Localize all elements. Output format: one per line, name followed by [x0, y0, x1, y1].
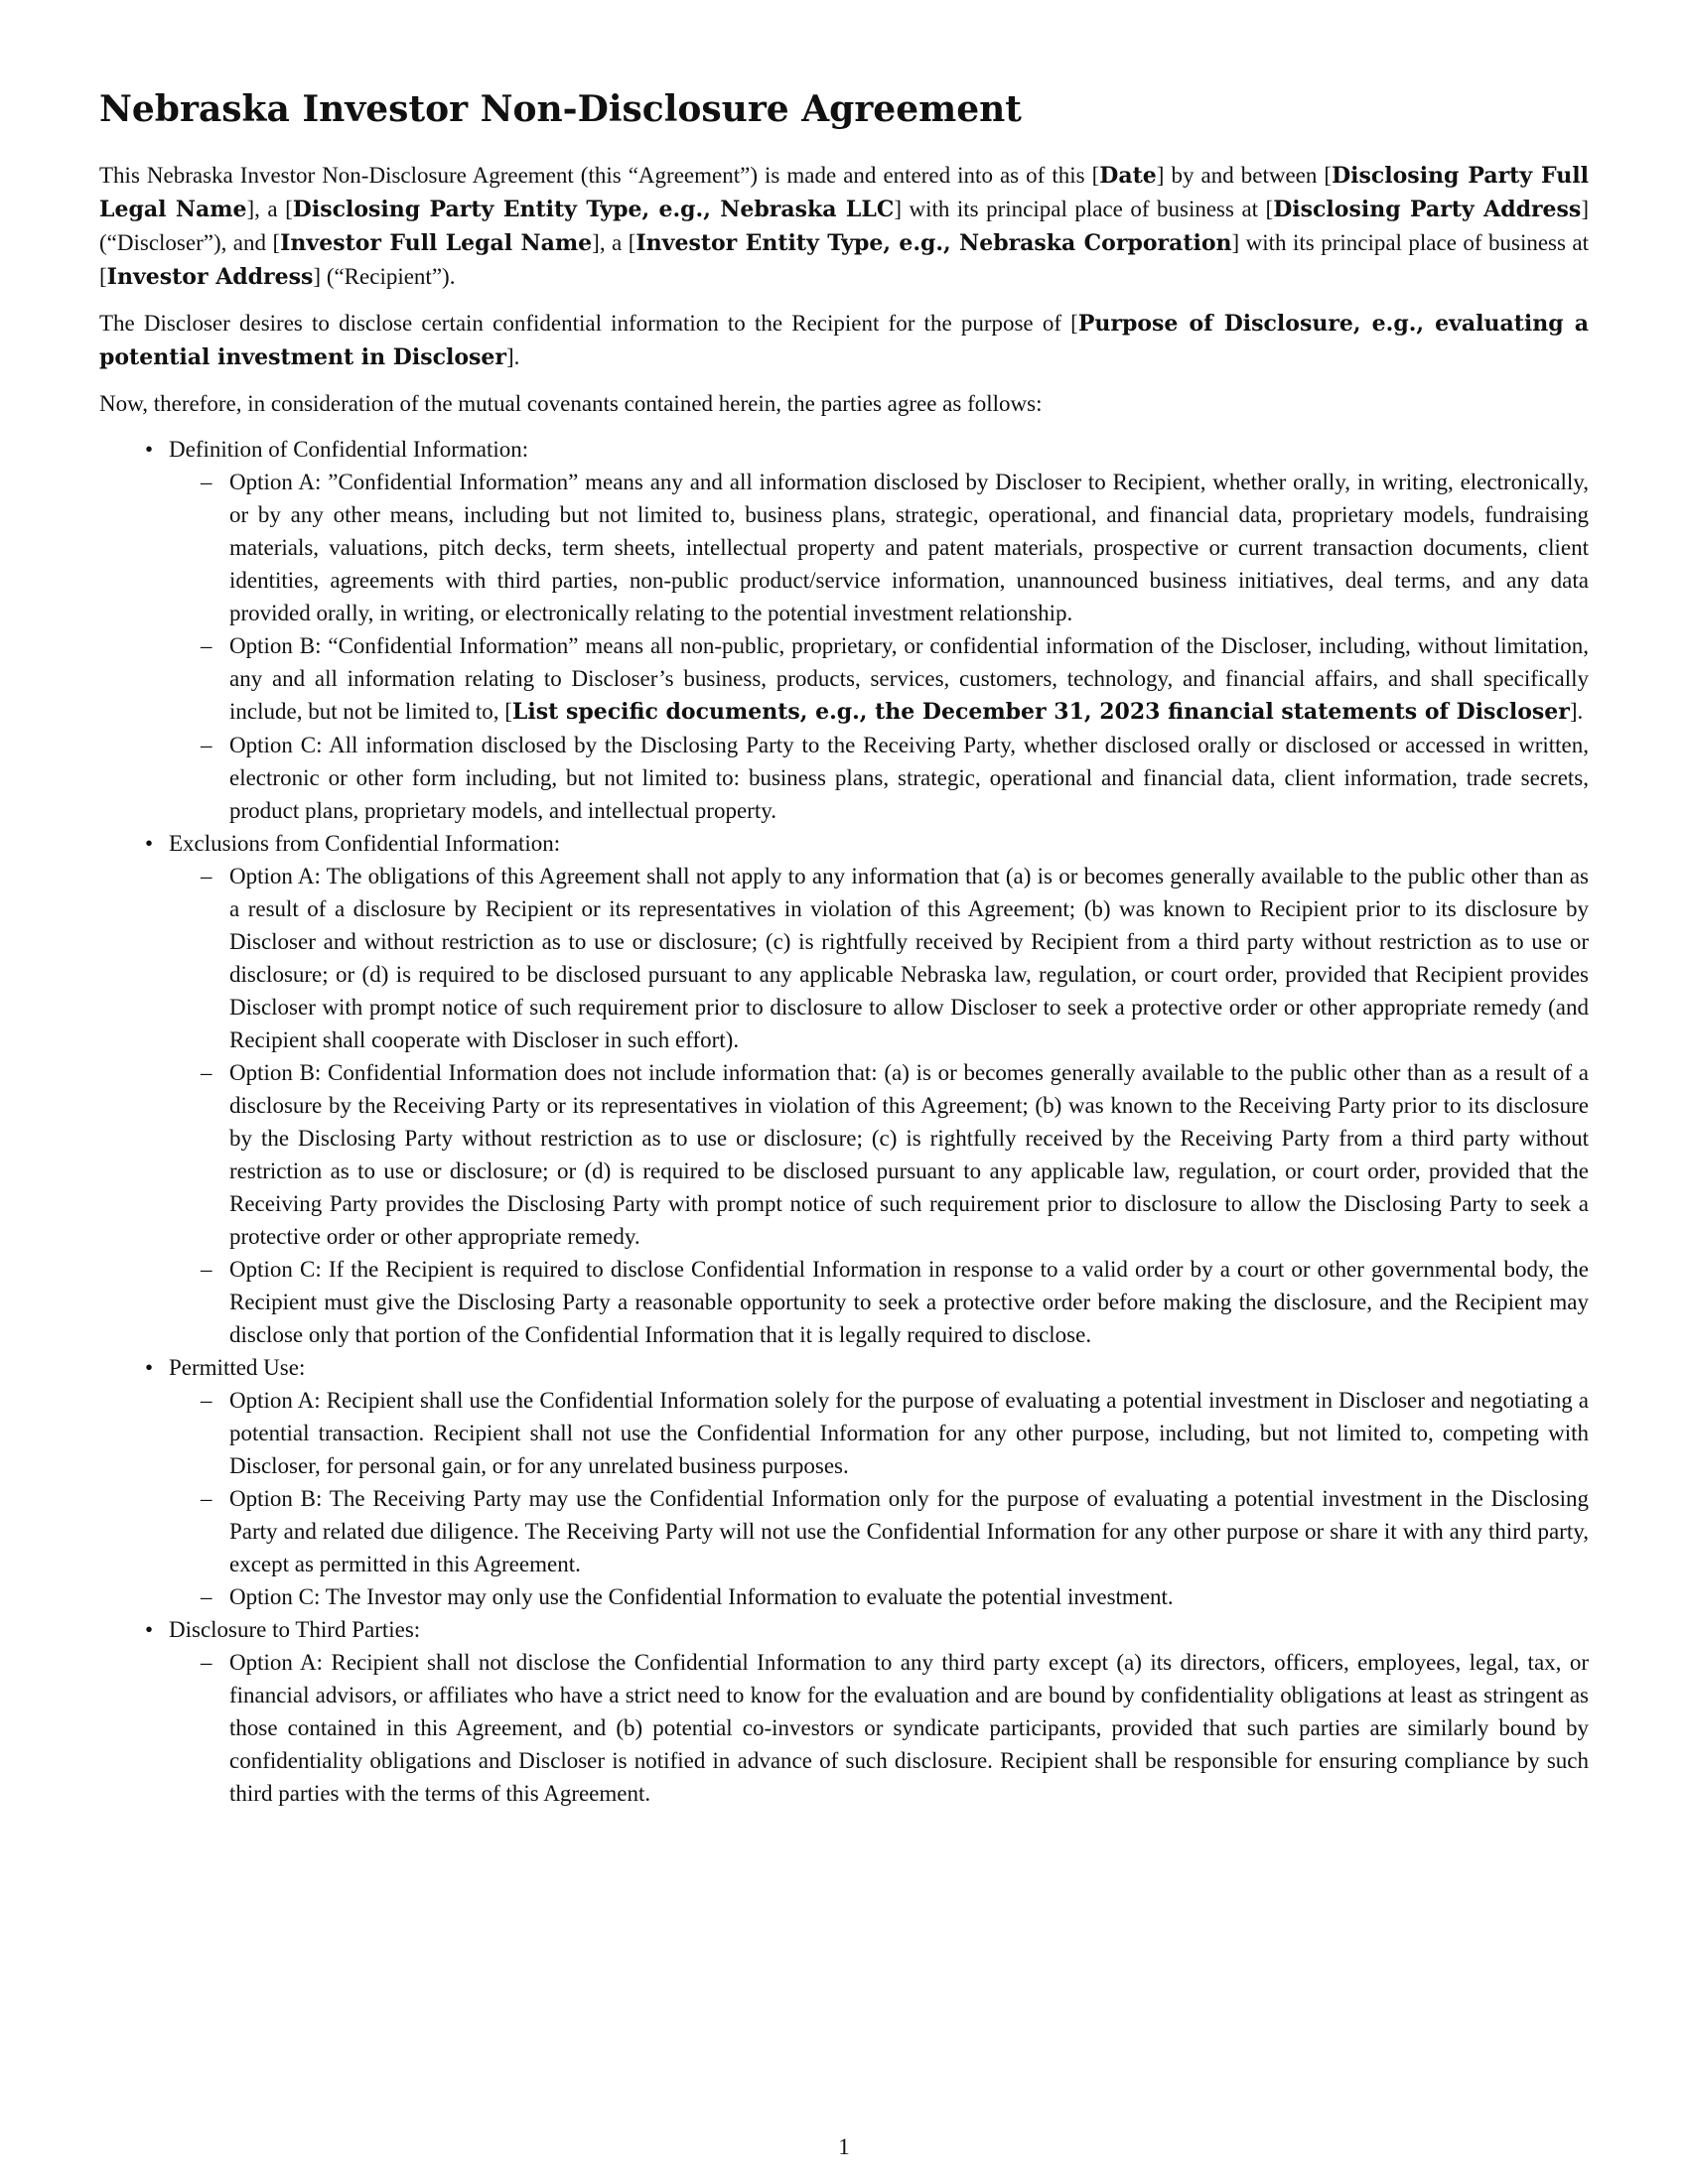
option-list [169, 1646, 1589, 1810]
dash-icon: – [201, 864, 212, 888]
option-item [169, 1646, 1589, 1810]
option-list [169, 860, 1589, 1351]
option-text: Option A: Recipient shall not disclose the Confidential Information to any third party except (a) its directors, officers, employees, legal, tax, or financial advisors, or affiliates who have a strict need to know for the evaluation and are bound by confidentiality obligations at least as stringent as those contained in this Agreement, and (b) potential co-investors or syndicate participants, provided that such parties are similarly bound by confidentiality obligations and Discloser is notified in advance of such disclosure. Recipient shall be responsible for ensuring compliance by such third parties with the terms of this Agreement. [229, 1650, 1589, 1806]
intro-text: ] by and between [ [1156, 163, 1333, 188]
dash-icon: – [201, 1650, 212, 1675]
dash-icon: – [201, 633, 212, 658]
clause-heading: Permitted Use: [169, 1355, 306, 1380]
option-text: Option B: “Confidential Information” means all non-public, proprietary, or confidential information of the Discloser, including, without limitation, any and all information relating to Discloser’s business, products, services, customers, technology, and financial affairs, and shall specifically include, but not be limited to, [ [229, 633, 1589, 724]
placeholder-investor-address: Investor Address [106, 264, 314, 290]
option-item [169, 1580, 1589, 1613]
page-number: 1 [838, 2134, 850, 2159]
intro-text: This Nebraska Investor Non-Disclosure Agreement (this “Agreement”) is made and entered into as of this [ [99, 163, 1100, 188]
intro-text: ] (“Discloser”), and [ [99, 197, 1589, 255]
dash-icon: – [201, 1388, 212, 1413]
purpose-text: The Discloser desires to disclose certain confidential information to the Recipient for the purpose of [ [99, 311, 1078, 336]
dash-icon: – [201, 470, 212, 494]
intro-text: ] with its principal place of business at [ [99, 230, 1589, 289]
option-item [169, 860, 1589, 1056]
option-text: Option C: The Investor may only use the Confidential Information to evaluate the potential investment. [229, 1584, 1174, 1609]
intro-text: ], a [ [246, 197, 293, 221]
clause-exclusions [99, 827, 1589, 1351]
clause-heading: Definition of Confidential Information: [169, 437, 529, 462]
dash-icon: – [201, 1584, 212, 1609]
dash-icon: – [201, 1257, 212, 1282]
bullet-icon: • [144, 1617, 154, 1642]
placeholder-discloser-name: Disclosing Party Full Legal Name [99, 163, 1589, 222]
option-item [169, 1253, 1589, 1351]
document-title: Nebraska Investor Non-Disclosure Agreement [99, 88, 1022, 130]
placeholder-discloser-address: Disclosing Party Address [1273, 197, 1582, 222]
clause-definition [99, 433, 1589, 827]
clause-list [99, 433, 1589, 1810]
option-item [169, 1482, 1589, 1580]
option-text: Option B: Confidential Information does not include information that: (a) is or becomes generally available to the public other than as a result of a disclosure by the Receiving Party or its representatives in violation of this Agreement; (b) was known to the Receiving Party prior to its disclosure by the Disclosing Party without restriction as to use or disclosure; (c) is rightfully received by the Receiving Party from a third party without restriction as to use or disclosure; or (d) is required to be disclosed pursuant to any applicable law, regulation, or court order, provided that the Receiving Party provides the Disclosing Party with prompt notice of such requirement prior to disclosure to allow the Disclosing Party to seek a protective order or other appropriate remedy. [229, 1060, 1589, 1249]
purpose-paragraph [99, 307, 1589, 374]
option-item [169, 1384, 1589, 1482]
placeholder-purpose: Purpose of Disclosure, e.g., evaluating a potential investment in Discloser [99, 311, 1589, 370]
clause-heading: Exclusions from Confidential Information: [169, 831, 561, 856]
placeholder-date: Date [1099, 163, 1157, 189]
option-text: Option C: If the Recipient is required to disclose Confidential Information in response to a valid order by a court or other governmental body, the Recipient must give the Disclosing Party a reasonable opportunity to seek a protective order before making the disclosure, and the Recipient may disclose only that portion of the Confidential Information that it is legally required to disclose. [229, 1257, 1589, 1347]
option-text: Option C: All information disclosed by the Disclosing Party to the Receiving Party, whether disclosed orally or disclosed or accessed in written, electronic or other form including, but not limited to: business plans, strategic, operational and financial data, client information, trade secrets, product plans, proprietary models, and intellectual property. [229, 733, 1589, 823]
option-item [169, 1056, 1589, 1253]
intro-text: ] (“Recipient”). [313, 264, 456, 289]
option-list [169, 466, 1589, 827]
intro-text: ], a [ [592, 230, 636, 255]
purpose-text: ]. [506, 344, 520, 369]
intro-text: ] with its principal place of business at [ [894, 197, 1274, 221]
clause-third-parties [99, 1613, 1589, 1810]
option-text: ]. [1569, 699, 1584, 724]
now-therefore-paragraph: Now, therefore, in consideration of the mutual covenants contained herein, the parties agree as follows: [99, 391, 1043, 416]
option-text: Option A: Recipient shall use the Confidential Information solely for the purpose of evaluating a potential investment in Discloser and negotiating a potential transaction. Recipient shall not use the Confidential Information for any other purpose, including, but not limited to, competing with Discloser, for personal gain, or for any unrelated business purposes. [229, 1388, 1589, 1478]
option-list [169, 1384, 1589, 1613]
placeholder-specific-documents: List specific documents, e.g., the December 31, 2023 financial statements of Discloser [511, 699, 1570, 725]
clause-permitted-use [99, 1351, 1589, 1613]
dash-icon: – [201, 1486, 212, 1511]
bullet-icon: • [144, 1355, 154, 1380]
intro-paragraph [99, 159, 1589, 294]
option-item [169, 729, 1589, 827]
placeholder-discloser-entity: Disclosing Party Entity Type, e.g., Nebraska LLC [292, 197, 895, 222]
option-text: Option A: ”Confidential Information” means any and all information disclosed by Discloser to Recipient, whether orally, in writing, electronically, or by any other means, including but not limited to, business plans, strategic, operational, and financial data, proprietary models, fundraising materials, valuations, pitch decks, term sheets, intellectual property and patent materials, prospective or current transaction documents, client identities, agreements with third parties, non-public product/service information, unannounced business initiatives, deal terms, and any data provided orally, in writing, or electronically relating to the potential investment relationship. [229, 470, 1589, 625]
dash-icon: – [201, 1060, 212, 1085]
option-item [169, 629, 1589, 729]
clause-heading: Disclosure to Third Parties: [169, 1617, 421, 1642]
bullet-icon: • [144, 437, 154, 462]
placeholder-investor-name: Investor Full Legal Name [280, 230, 593, 256]
option-text: Option A: The obligations of this Agreement shall not apply to any information that (a) is or becomes generally available to the public other than as a result of a disclosure by Recipient or its representatives in violation of this Agreement; (b) was known to Recipient prior to its disclosure by Discloser and without restriction as to use or disclosure; (c) is rightfully received by Recipient from a third party without restriction as to use or disclosure; or (d) is required to be disclosed pursuant to any applicable Nebraska law, regulation, or court order, provided that Recipient provides Discloser with prompt notice of such requirement prior to disclosure to allow Discloser to seek a protective order or other appropriate remedy (and Recipient shall cooperate with Discloser in such effort). [229, 864, 1589, 1052]
placeholder-investor-entity: Investor Entity Type, e.g., Nebraska Corporation [635, 230, 1232, 256]
option-text: Option B: The Receiving Party may use the Confidential Information only for the purpose of evaluating a potential investment in the Disclosing Party and related due diligence. The Receiving Party will not use the Confidential Information for any other purpose or share it with any third party, except as permitted in this Agreement. [229, 1486, 1589, 1576]
option-item [169, 466, 1589, 629]
bullet-icon: • [144, 831, 154, 856]
document-page [99, 87, 1589, 1810]
dash-icon: – [201, 733, 212, 757]
